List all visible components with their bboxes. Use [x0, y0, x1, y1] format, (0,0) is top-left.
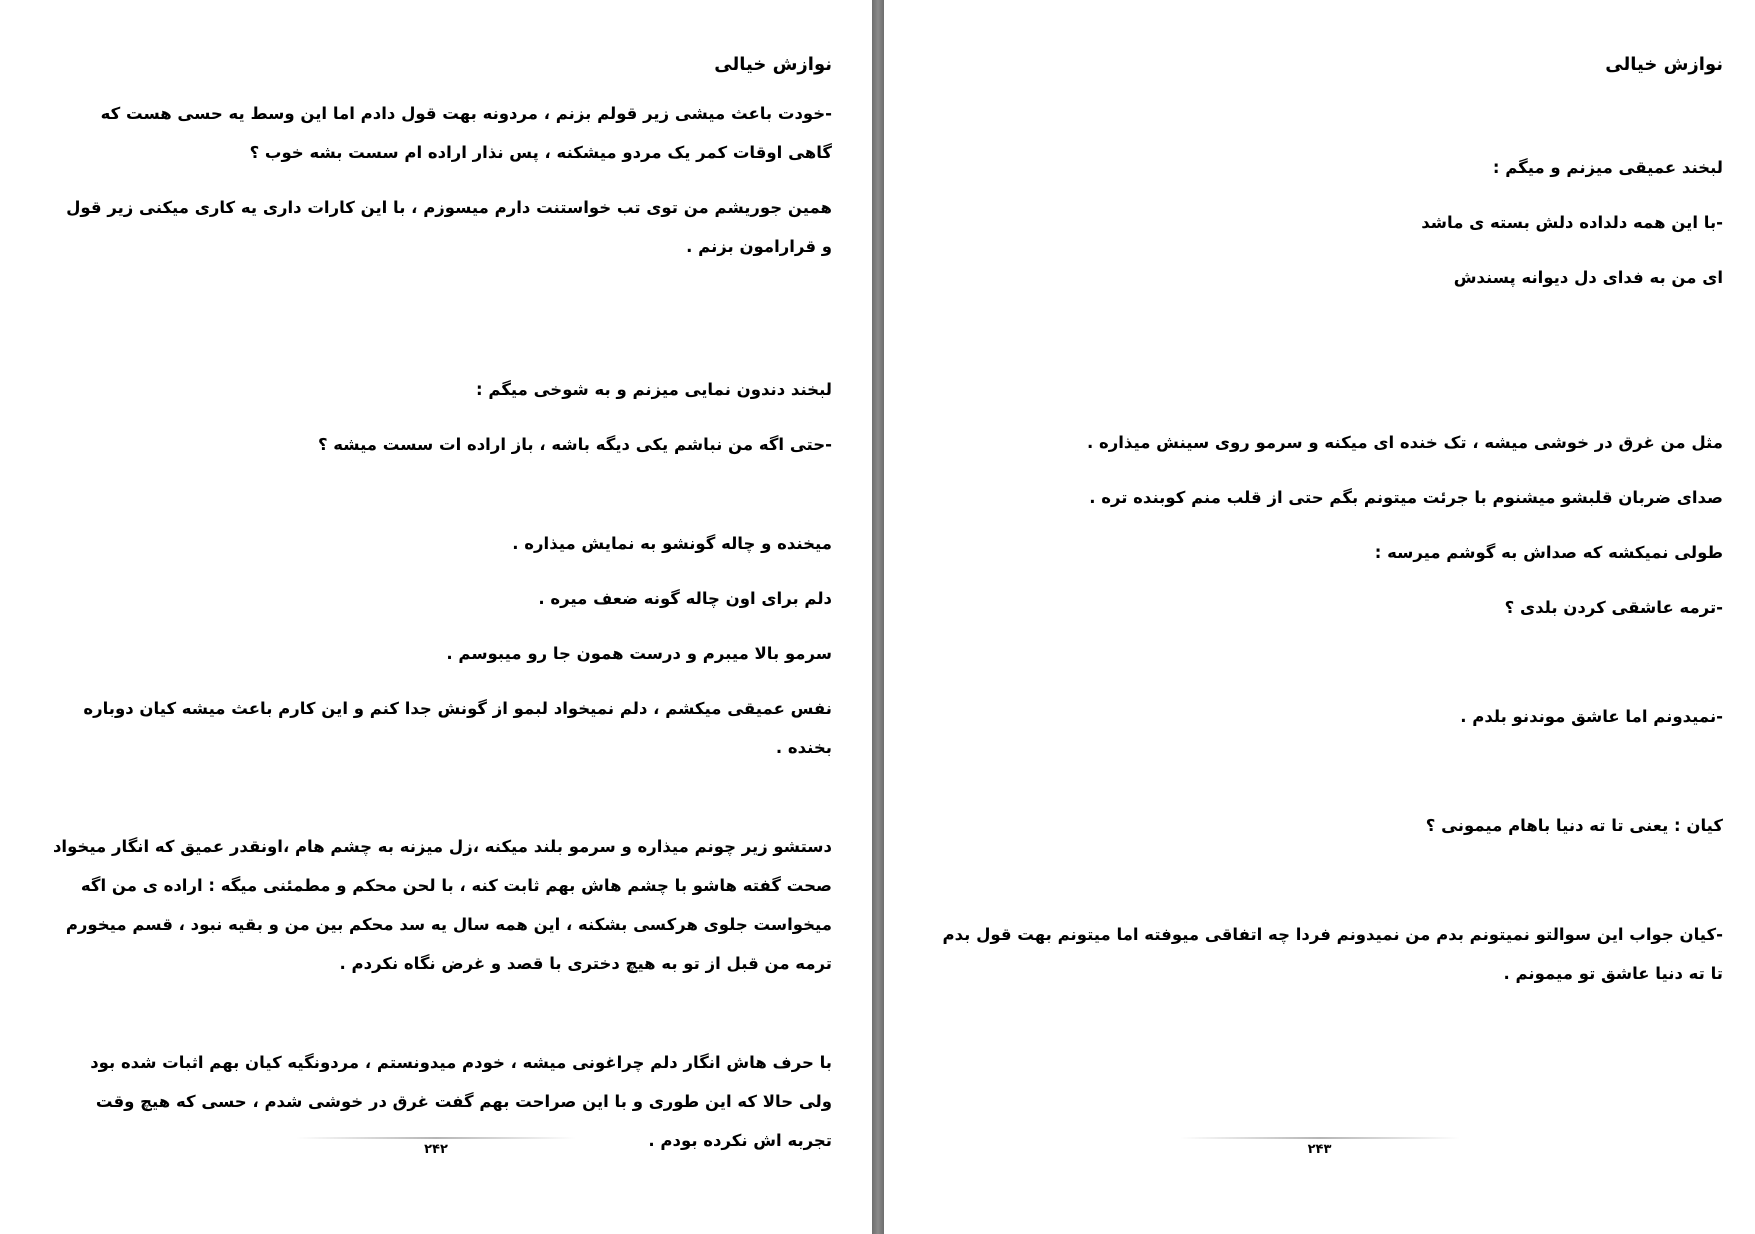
book-gutter	[872, 0, 884, 1234]
paragraph: سرمو بالا میبرم و درست همون جا رو میبوسم .	[446, 644, 832, 663]
paragraph: طولی نمیکشه که صداش به گوشم میرسه :	[1374, 543, 1723, 562]
paragraph: دلم برای اون چاله گونه ضعف میره .	[538, 589, 832, 608]
paragraph: با حرف هاش انگار دلم چراغونی میشه ، خودم میدونستم ، مردونگیه کیان بهم اثبات شده بود ولی حالا که این طوری و با این صراحت بهم گفت غرق در خوشی شدم ، حسی که هیچ وقت تجربه اش نکرده بودم .	[90, 1053, 832, 1150]
paragraph: ای من به فدای دل دیوانه پسندش	[1453, 268, 1723, 287]
paragraph: همین جوریشم من توی تب خواستنت دارم میسوزم ، با این کارات داری یه کاری میکنی زیر قول و قرارامون بزنم .	[66, 198, 832, 256]
paragraph: لبخند دندون نمایی میزنم و به شوخی میگم :	[476, 380, 832, 399]
page-number: ۲۴۳	[1307, 1142, 1332, 1157]
paragraph: -نمیدونم اما عاشق موندنو بلدم .	[1460, 707, 1723, 726]
paragraph: -ترمه عاشقی کردن بلدی ؟	[1504, 598, 1723, 617]
footer-divider	[1180, 1137, 1460, 1139]
paragraph: لبخند عمیقی میزنم و میگم :	[1492, 158, 1723, 177]
paragraph: صدای ضربان قلبشو میشنوم با جرئت میتونم بگم حتی از قلب منم کوبنده تره .	[1089, 488, 1723, 507]
page-footer	[0, 1137, 872, 1157]
page-title: نوازش خیالی	[714, 54, 832, 75]
paragraph: -کیان جواب این سوالتو نمیتونم بدم من نمیدونم فردا چه اتفاقی میوفته اما میتونم بهت قول بدم تا ته دنیا عاشق تو میمونم .	[942, 925, 1723, 983]
page-footer	[884, 1137, 1755, 1157]
right-page	[884, 0, 1755, 1234]
left-page	[0, 0, 872, 1234]
page-number: ۲۴۲	[424, 1142, 448, 1157]
paragraph: نفس عمیقی میکشم ، دلم نمیخواد لبمو از گونش جدا کنم و این کارم باعث میشه کیان دوباره بخنده .	[83, 699, 832, 757]
paragraph: -خودت باعث میشی زیر قولم بزنم ، مردونه بهت قول دادم اما این وسط یه حسی هست که گاهی اوقات کمر یک مردو میشکنه ، پس نذار اراده ام سست بشه خوب ؟	[100, 104, 832, 162]
paragraph: مثل من غرق در خوشی میشه ، تک خنده ای میکنه و سرمو روی سینش میذاره .	[1087, 433, 1723, 452]
page-title: نوازش خیالی	[1605, 54, 1723, 75]
paragraph: کیان : یعنی تا ته دنیا باهام میمونی ؟	[1425, 816, 1723, 835]
paragraph: میخنده و چاله گونشو به نمایش میذاره .	[512, 534, 832, 553]
footer-divider	[296, 1137, 576, 1139]
paragraph: -با این همه دلداده دلش بسته ی ماشد	[1421, 213, 1723, 232]
paragraph: -حتی اگه من نباشم یکی دیگه باشه ، باز اراده ات سست میشه ؟	[317, 435, 832, 454]
page-body	[933, 148, 1723, 1009]
page-body	[52, 94, 832, 1176]
paragraph: دستشو زیر چونم میذاره و سرمو بلند میکنه ،زل میزنه به چشم هام ،اونقدر عمیق که انگار میخواد صحت گفته هاشو با چشم هاش بهم ثابت کنه ، با لحن محکم و مطمئنی میگه : اراده ی من اگه میخواست جلوی هرکسی بشکنه ، این همه سال یه سد محکم بین من و بقیه نبود ، قسم میخورم ترمه من قبل از تو به هیچ دختری با قصد و غرض نگاه نکردم .	[52, 837, 832, 973]
